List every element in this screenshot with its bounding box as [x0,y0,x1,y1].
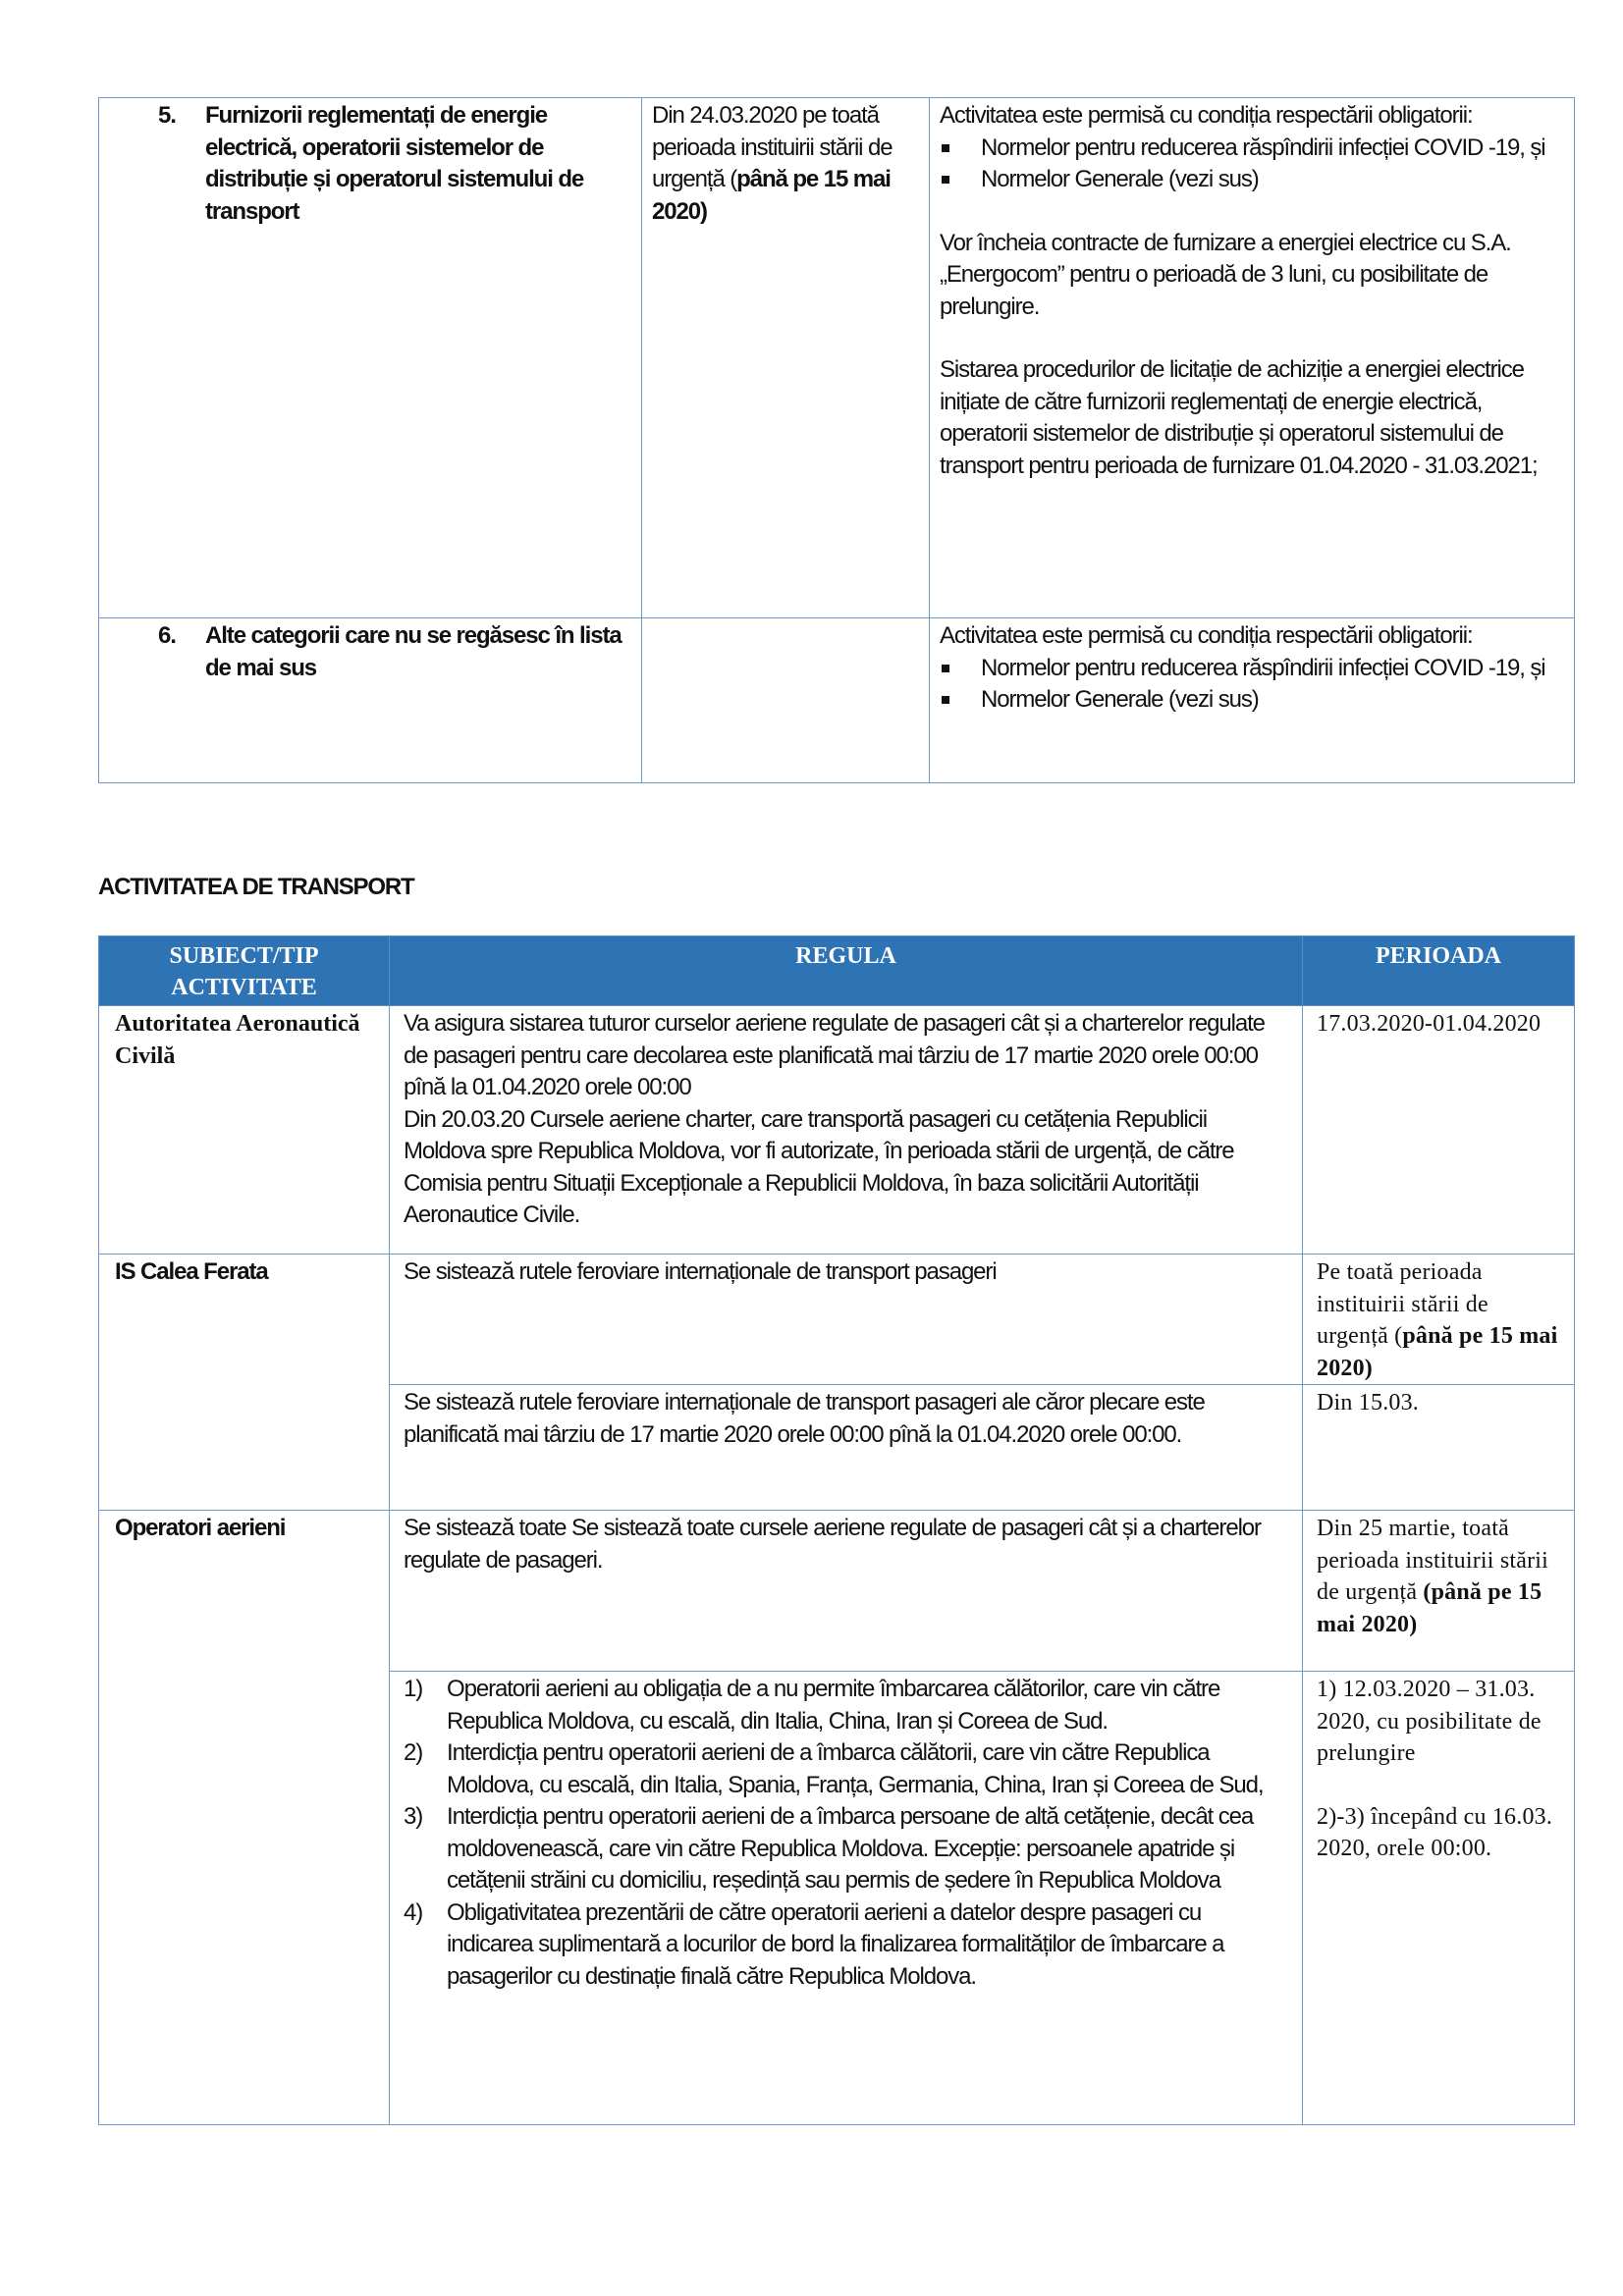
list-item: Normelor Generale (vezi sus) [940,164,1564,196]
header-subject: SUBIECT/TIP ACTIVITATE [99,936,390,1006]
conditions-intro: Activitatea este permisă cu condiția respectării obligatorii: [940,622,1473,649]
category-cell [99,98,642,618]
table-row [99,1511,1575,1672]
row-number: 6. [158,622,176,649]
restrictions-list [404,1674,1288,1993]
rule-cell: Se sistează toate Se sistează toate cursele aeriene regulate de pasageri cât și a charterelor regulate de pasageri. [390,1511,1303,1672]
row-number: 5. [158,102,176,129]
period-cell: Din 15.03. [1303,1385,1575,1511]
activities-table [98,97,1575,783]
subject-cell: Autoritatea Aeronautică Civilă [99,1006,390,1255]
transport-table [98,935,1575,2125]
period-text: 2)-3) începând cu 16.03. 2020, orele 00:00. [1317,1803,1553,1861]
period-text: Din 25 martie, toată perioada instituirii stării de urgență [1317,1516,1549,1605]
period-text: Din 24.03.2020 pe toată perioada instituirii stării de urgență ( [652,102,893,192]
procedure-paragraph: Sistarea procedurilor de licitație de achiziție a energiei electrice inițiate de către furnizorii reglementați de energie electrică, operatorii sistemelor de distribuție și operatorul sistemului de transport pentru perioada de furnizare 01.04.2020 - 31.03.2021; [940,356,1538,479]
period-bold: până pe 15 mai 2020) [1317,1323,1558,1381]
conditions-list [940,653,1564,717]
list-item: Normelor pentru reducerea răspîndirii infecției COVID -19, și [940,133,1564,165]
list-item: Normelor Generale (vezi sus) [940,684,1564,717]
category-name: Alte categorii care nu se regăsesc în lista de mai sus [205,622,622,681]
list-item: 2) Interdicția pentru operatorii aerieni de a îmbarca călătorii, care vin către Republica Moldova, cu escală, din Italia, Spania, Franța, Germania, China, Iran și Coreea de Sud, [404,1739,1264,1798]
header-row [99,936,1575,1006]
rule-cell: Se sistează rutele feroviare internaționale de transport pasageri [390,1255,1303,1385]
list-item: 3) Interdicția pentru operatorii aerieni de a îmbarca persoane de altă cetățenie, decât cea moldovenească, care vin către Republica Moldova. Excepție: persoanele apatride și cetățenii străini cu domiciliu, reședință sau permis de ședere în Republica Moldova [404,1803,1254,1894]
rule-text: Din 20.03.20 Cursele aeriene charter, care transportă pasageri cu cetățenia Republicii Moldova spre Republica Moldova, vor fi autorizate, în perioada stării de urgență, de către Comisia pentru Situații Excepționale a Republicii Moldova, în baza solicitării Autorității Aeronautice Civile. [404,1105,1234,1228]
subject-cell: IS Calea Ferata [99,1255,390,1511]
contract-paragraph: Vor încheia contracte de furnizare a energiei electrice cu S.A. „Energocom” pentru o perioadă de 3 luni, cu posibilitate de prelungire. [940,229,1511,320]
conditions-intro: Activitatea este permisă cu condiția respectării obligatorii: [940,102,1473,129]
period-cell [642,98,930,618]
period-cell [1303,1672,1575,2125]
header-rule: REGULA [390,936,1303,1006]
category-name: Furnizorii reglementați de energie electrică, operatorii sistemelor de distribuție și operatorul sistemului de transport [205,102,584,225]
conditions-list [940,133,1564,196]
list-item: 1) Operatorii aerieni au obligația de a nu permite îmbarcarea călătorilor, care vin către Republica Moldova, cu escală, din Italia, China, Iran și Coreea de Sud. [404,1676,1220,1735]
table-row [99,618,1575,783]
rule-cell [390,1006,1303,1255]
table-row [99,1255,1575,1385]
list-item: Normelor pentru reducerea răspîndirii infecției COVID -19, și [940,653,1564,685]
period-bold: (până pe 15 mai 2020) [1317,1579,1542,1637]
rule-cell [390,1672,1303,2125]
section-heading: ACTIVITATEA DE TRANSPORT [98,874,414,900]
period-cell [1303,1255,1575,1385]
period-bold: până pe 15 mai 2020) [652,166,891,225]
period-text: 1) 12.03.2020 – 31.03. 2020, cu posibilitate de prelungire [1317,1677,1542,1766]
period-text: Pe toată perioada instituirii stării de urgență ( [1317,1259,1488,1349]
header-period: PERIOADA [1303,936,1575,1006]
rule-cell: Se sistează rutele feroviare internaționale de transport pasageri ale căror plecare este planificată mai târziu de 17 martie 2020 orele 00:00 pînă la 01.04.2020 orele 00:00. [390,1385,1303,1511]
table-row [99,1006,1575,1255]
subject-cell: Operatori aerieni [99,1511,390,2125]
conditions-cell [930,618,1575,783]
list-item: 4) Obligativitatea prezentării de către operatorii aerieni a datelor despre pasageri cu indicarea suplimentară a locurilor de bord la finalizarea formalităților de îmbarcare a pasagerilor cu destinație finală către Republica Moldova. [404,1898,1224,1990]
conditions-cell [930,98,1575,618]
rule-text: Va asigura sistarea tuturor curselor aeriene regulate de pasageri cât și a charterelor regulate de pasageri pentru care decolarea este planificată mai târziu de 17 martie 2020 orele 00:00 pînă la 01.04.2020 orele 00:00 [404,1010,1265,1100]
period-cell [1303,1511,1575,1672]
period-cell [642,618,930,783]
table-row [99,98,1575,618]
category-cell [99,618,642,783]
period-cell: 17.03.2020-01.04.2020 [1303,1006,1575,1255]
